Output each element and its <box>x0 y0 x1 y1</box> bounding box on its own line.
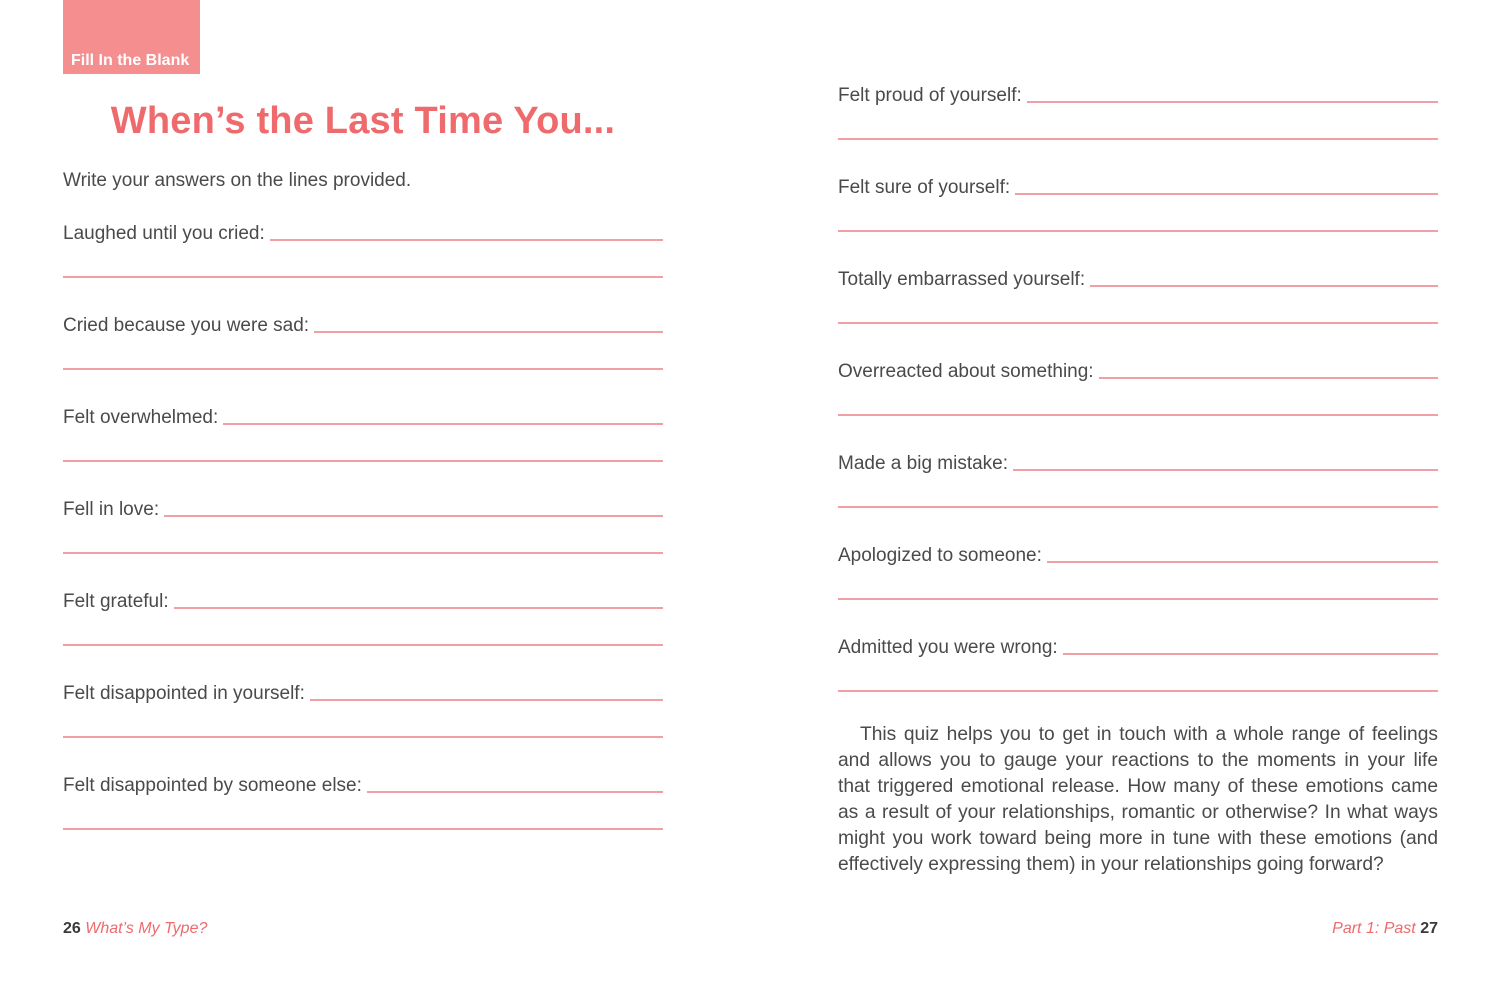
answer-line[interactable] <box>1090 285 1438 287</box>
running-title-right: Part 1: Past <box>1332 920 1416 937</box>
answer-line[interactable] <box>838 506 1438 508</box>
prompt-label: Felt overwhelmed: <box>63 407 219 428</box>
prompt-label: Admitted you were wrong: <box>838 637 1058 658</box>
prompt-item <box>838 448 1438 540</box>
answer-line[interactable] <box>1063 653 1438 655</box>
prompt-label: Made a big mistake: <box>838 453 1009 474</box>
answer-line[interactable] <box>314 331 663 333</box>
answer-line[interactable] <box>1027 101 1438 103</box>
section-tab <box>63 0 200 74</box>
answer-line[interactable] <box>1015 193 1438 195</box>
answer-line[interactable] <box>838 322 1438 324</box>
answer-line[interactable] <box>310 699 663 701</box>
prompt-item <box>63 678 663 770</box>
prompt-item <box>63 494 663 586</box>
answer-line[interactable] <box>1013 469 1438 471</box>
answer-line[interactable] <box>838 690 1438 692</box>
instructions: Write your answers on the lines provided. <box>63 170 412 191</box>
footer-right <box>1332 920 1438 938</box>
answer-line[interactable] <box>174 607 663 609</box>
footer-left <box>63 920 207 938</box>
prompt-item <box>63 310 663 402</box>
prompt-label: Overreacted about something: <box>838 361 1094 382</box>
answer-line[interactable] <box>270 239 663 241</box>
prompt-label: Felt disappointed by someone else: <box>63 775 362 796</box>
answer-line[interactable] <box>164 515 663 517</box>
prompt-label: Cried because you were sad: <box>63 315 310 336</box>
section-tab-label: Fill In the Blank <box>71 52 190 69</box>
prompt-item <box>838 80 1438 172</box>
left-prompt-list <box>63 218 663 862</box>
prompt-label: Fell in love: <box>63 499 160 520</box>
prompt-label: Apologized to someone: <box>838 545 1042 566</box>
answer-line[interactable] <box>63 460 663 462</box>
prompt-item <box>838 264 1438 356</box>
prompt-label: Felt sure of yourself: <box>838 177 1011 198</box>
prompt-label: Totally embarrassed yourself: <box>838 269 1086 290</box>
answer-line[interactable] <box>223 423 663 425</box>
prompt-item <box>63 218 663 310</box>
answer-line[interactable] <box>63 552 663 554</box>
answer-line[interactable] <box>838 414 1438 416</box>
page-number-left: 26 <box>63 920 81 937</box>
answer-line[interactable] <box>367 791 663 793</box>
answer-line[interactable] <box>1047 561 1438 563</box>
reflection-paragraph: This quiz helps you to get in touch with a whole range of feelings and allows you to gauge your reactions to the moments in your life that triggered emotional release. How many of these emotions came as a result of your relationships, romantic or otherwise? In what ways might you work toward being more in tune with these emotions (and effectively expressing them) in your relationships going forward? <box>838 724 1438 875</box>
answer-line[interactable] <box>63 644 663 646</box>
answer-line[interactable] <box>838 230 1438 232</box>
prompt-item <box>63 586 663 678</box>
prompt-item <box>838 356 1438 448</box>
prompt-label: Felt disappointed in yourself: <box>63 683 305 704</box>
answer-line[interactable] <box>63 828 663 830</box>
prompt-item <box>838 172 1438 264</box>
page-title: When’s the Last Time You... <box>110 100 616 142</box>
answer-line[interactable] <box>63 368 663 370</box>
answer-line[interactable] <box>838 598 1438 600</box>
running-title-left: What’s My Type? <box>85 920 208 937</box>
page-number-right: 27 <box>1420 920 1438 937</box>
answer-line[interactable] <box>63 736 663 738</box>
prompt-item <box>838 540 1438 632</box>
prompt-label: Felt proud of yourself: <box>838 85 1022 106</box>
prompt-item <box>63 402 663 494</box>
prompt-item <box>63 770 663 862</box>
answer-line[interactable] <box>838 138 1438 140</box>
right-prompt-list <box>838 80 1438 724</box>
prompt-label: Laughed until you cried: <box>63 223 265 244</box>
prompt-label: Felt grateful: <box>63 591 169 612</box>
answer-line[interactable] <box>63 276 663 278</box>
answer-line[interactable] <box>1099 377 1438 379</box>
prompt-item <box>838 632 1438 724</box>
